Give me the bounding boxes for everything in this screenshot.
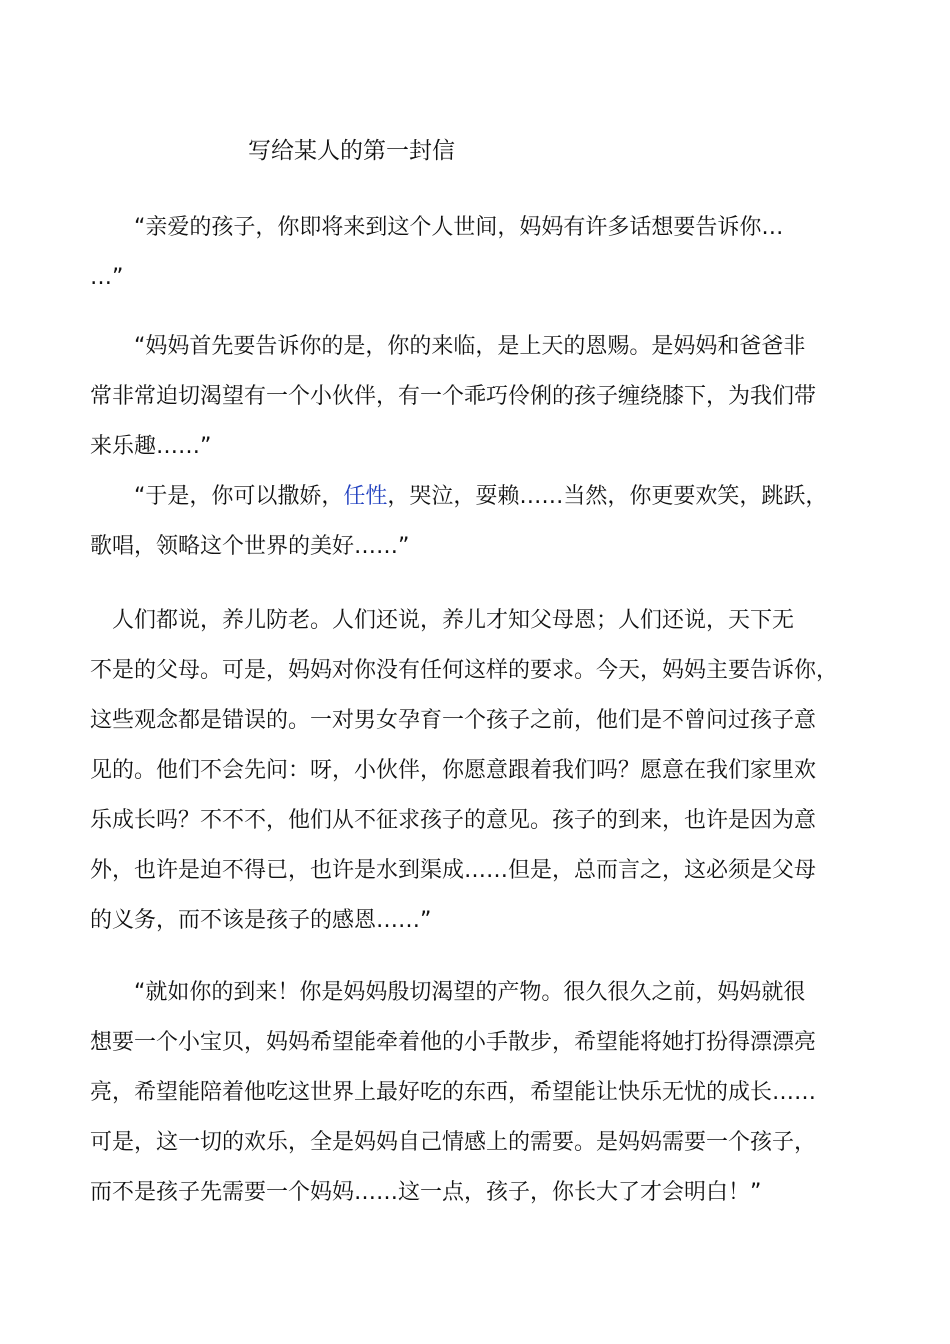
- text-line: [90, 472, 880, 522]
- text-line: 亮，希望能陪着他吃这世界上最好吃的东西，希望能让快乐无忧的成长……: [90, 1080, 817, 1105]
- text-line: 来乐趣……”: [90, 434, 212, 459]
- hyperlink[interactable]: 任性: [343, 484, 388, 509]
- text-line: 想要一个小宝贝，妈妈希望能牵着他的小手散步，希望能将她打扮得漂漂亮: [90, 1030, 817, 1055]
- paragraph-4: [90, 596, 880, 946]
- text-line: …”: [90, 265, 124, 290]
- text-line: 人们都说，养儿防老。人们还说，养儿才知父母恩；人们还说，天下无: [90, 608, 795, 633]
- text-line: “亲爱的孩子，你即将来到这个人世间，妈妈有许多话想要告诉你…: [90, 215, 784, 240]
- text-line: “妈妈首先要告诉你的是，你的来临，是上天的恩赐。是妈妈和爸爸非: [90, 334, 806, 359]
- paragraph-5: [90, 968, 880, 1218]
- text-line: 可是，这一切的欢乐，全是妈妈自己情感上的需要。是妈妈需要一个孩子，: [90, 1130, 817, 1155]
- paragraph-1: [90, 203, 880, 303]
- text-segment: “于是，你可以撒娇，: [90, 484, 344, 509]
- paragraph-3: [90, 472, 880, 572]
- text-line: 的义务，而不该是孩子的感恩……”: [90, 908, 432, 933]
- text-line: 歌唱，领略这个世界的美好……”: [90, 534, 410, 559]
- text-line: 常非常迫切渴望有一个小伙伴，有一个乖巧伶俐的孩子缠绕膝下，为我们带: [90, 384, 817, 409]
- paragraph-2: [90, 322, 880, 472]
- text-line: 外，也许是迫不得已，也许是水到渠成……但是，总而言之，这必须是父母: [90, 858, 817, 883]
- text-line: 这些观念都是错误的。一对男女孕育一个孩子之前，他们是不曾问过孩子意: [90, 708, 817, 733]
- text-line: 而不是孩子先需要一个妈妈……这一点，孩子，你长大了才会明白！”: [90, 1180, 762, 1205]
- text-line: 见的。他们不会先问：呀，小伙伴，你愿意跟着我们吗？愿意在我们家里欢: [90, 758, 817, 783]
- document-title: 写给某人的第一封信: [248, 138, 455, 164]
- text-line: 不是的父母。可是，妈妈对你没有任何这样的要求。今天，妈妈主要告诉你，: [90, 658, 839, 683]
- text-line: “就如你的到来！你是妈妈殷切渴望的产物。很久很久之前，妈妈就很: [90, 980, 806, 1005]
- text-segment: ，哭泣，耍赖……当然，你更要欢笑，跳跃，: [387, 484, 828, 509]
- text-line: 乐成长吗？不不不，他们从不征求孩子的意见。孩子的到来，也许是因为意: [90, 808, 817, 833]
